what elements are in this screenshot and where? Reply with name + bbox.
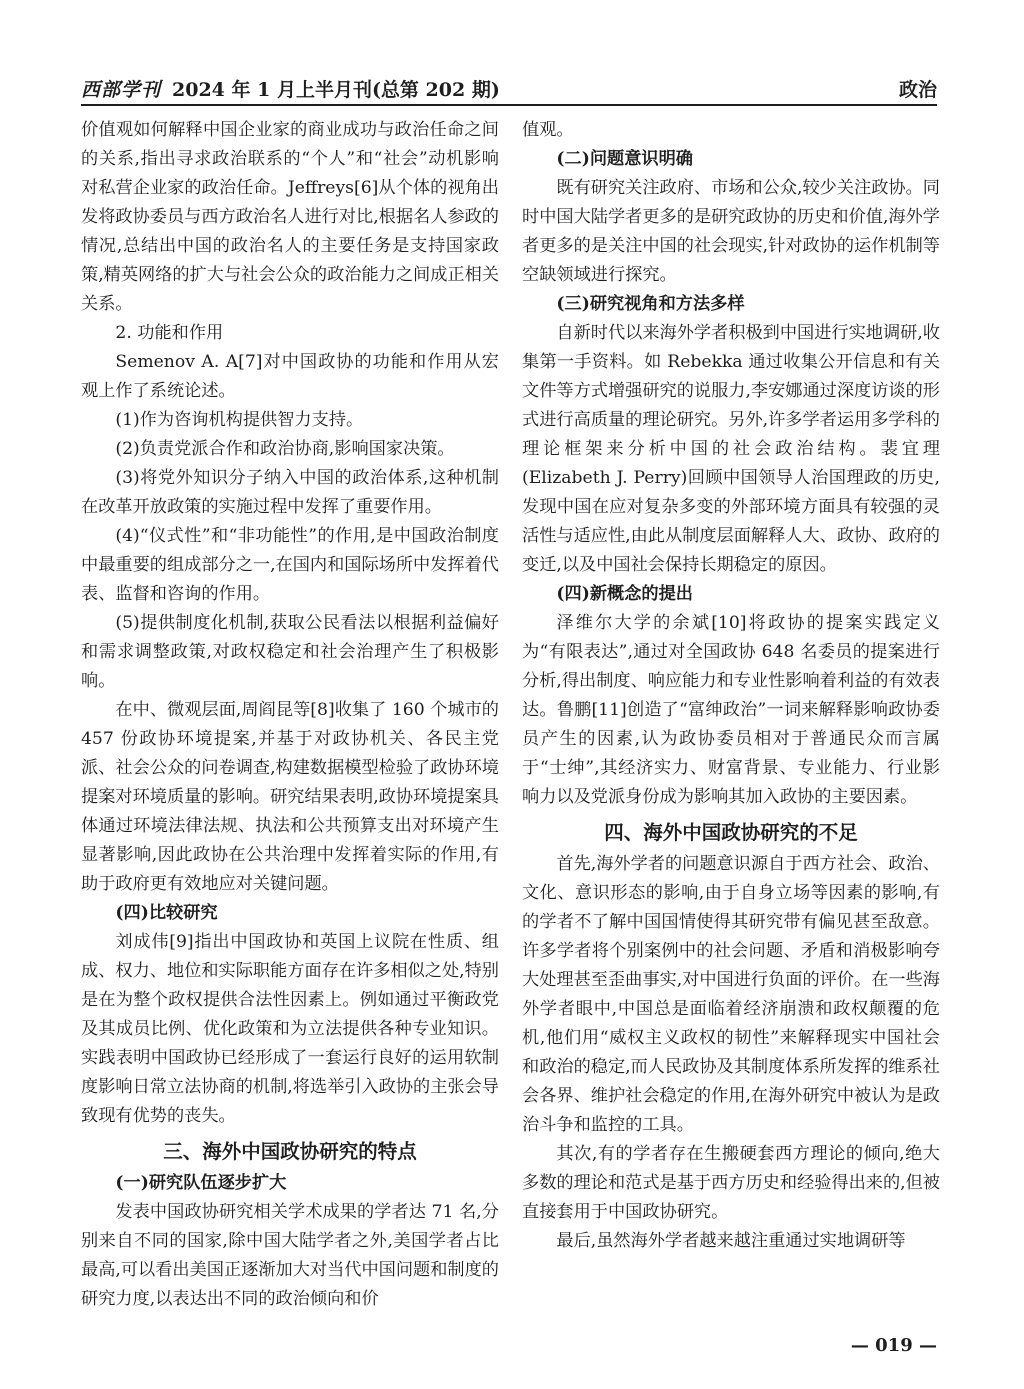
left-paragraph: (4)“仪式性”和“非功能性”的作用,是中国政治制度中最重要的组成部分之一,在国内和国际场所中发挥着代表、监督和咨询的作用。 (81, 526, 499, 604)
right-paragraph: 最后,虽然海外学者越来越注重通过实地调研等 (556, 1231, 906, 1251)
page-number: — 019 — (850, 1335, 937, 1356)
right-section-heading: 四、海外中国政协研究的不足 (604, 821, 858, 844)
left-paragraph: 在中、微观层面,周阎昆等[8]收集了 160 个城市的 457 份政协环境提案,并基于对政协机关、各民主党派、社会公众的问卷调查,构建数据模型检验了政协环境提案对环境质量的影响。研究结果表明,政协环境提案具体通过环境法律法规、执法和公共预算支出对环境产生显著影响,因此政协在公共治理中发挥着实际的作用,有助于政府更有效地应对关键问题。 (81, 700, 499, 894)
right-paragraph: 其次,有的学者存在生搬硬套西方理论的倾向,绝大多数的理论和范式是基于西方历史和经验得出来的,但被直接套用于中国政协研究。 (522, 1144, 940, 1222)
right-subheading: (三)研究视角和方法多样 (556, 294, 745, 314)
left-paragraph: 发表中国政协研究相关学术成果的学者达 71 名,分别来自不同的国家,除中国大陆学者之外,美国学者占比最高,可以看出美国正逐渐加大对当代中国问题和制度的研究力度,以表达出不同的政治倾向和价 (81, 1202, 499, 1309)
left-section-heading: 三、海外中国政协研究的特点 (163, 1140, 417, 1163)
right-paragraph: 首先,海外学者的问题意识源自于西方社会、政治、文化、意识形态的影响,由于自身立场等因素的影响,有的学者不了解中国国情使得其研究带有偏见甚至敌意。许多学者将个别案例中的社会问题、矛盾和消极影响夸大处理甚至歪曲事实,对中国进行负面的评价。在一些海外学者眼中,中国总是面临着经济崩溃和政权颠覆的危机,他们用“威权主义政权的韧性”来解释现实中国社会和政治的稳定,而人民政协及其制度体系所发挥的维系社会各界、维护社会稳定的作用,在海外研究中被认为是政治斗争和监控的工具。 (522, 854, 940, 1135)
left-subheading: (四)比较研究 (115, 903, 218, 923)
page-header (81, 68, 937, 108)
journal-logo: 西部学刊 (81, 79, 162, 101)
left-subheading: (一)研究队伍逐步扩大 (115, 1173, 287, 1193)
right-paragraph: 自新时代以来海外学者积极到中国进行实地调研,收集第一手资料。如 Rebekka 通过收集公开信息和有关文件等方式增强研究的说服力,李安娜通过深度访谈的形式进行高质量的理论研究。另外,许多学者运用多学科的理论框架来分析中国的社会政治结构。裴宜理(Elizabeth J. Perry)回顾中国领导人治国理政的历史,发现中国在应对复杂多变的外部环境方面具有较强的灵活性与适应性,由此从制度层面解释人大、政协、政府的变迁,以及中国社会保持长期稳定的原因。 (522, 323, 940, 575)
left-paragraph: (2)负责党派合作和政治协商,影响国家决策。 (115, 439, 455, 459)
right-column (522, 116, 940, 1256)
right-subheading: (二)问题意识明确 (556, 149, 693, 169)
header-rule (81, 104, 937, 106)
left-paragraph: (5)提供制度化机制,获取公民看法以根据利益偏好和需求调整政策,对政权稳定和社会治理产生了积极影响。 (81, 613, 499, 691)
left-paragraph: Semenov A. A[7]对中国政协的功能和作用从宏观上作了系统论述。 (81, 352, 499, 401)
issue-info: 2024 年 1 月上半月刊(总第 202 期) (172, 79, 500, 101)
section-name: 政治 (898, 79, 937, 101)
right-paragraph: 既有研究关注政府、市场和公众,较少关注政协。同时中国大陆学者更多的是研究政协的历史和价值,海外学者更多的是关注中国的社会现实,针对政协的运作机制等空缺领域进行探究。 (522, 178, 940, 285)
right-subheading: (四)新概念的提出 (556, 584, 693, 604)
left-column (81, 116, 499, 1314)
left-paragraph: (3)将党外知识分子纳入中国的政治体系,这种机制在改革开放政策的实施过程中发挥了重要作用。 (81, 468, 499, 517)
left-paragraph: (1)作为咨询机构提供智力支持。 (115, 410, 364, 430)
left-paragraph: 刘成伟[9]指出中国政协和英国上议院在性质、组成、权力、地位和实际职能方面存在许多相似之处,特别是在为整个政权提供合法性因素上。例如通过平衡政党及其成员比例、优化政策和为立法提供各种专业知识。实践表明中国政协已经形成了一套运行良好的运用软制度影响日常立法协商的机制,将选举引入政协的主张会导致现有优势的丧失。 (81, 932, 499, 1126)
right-paragraph: 值观。 (522, 120, 574, 140)
right-paragraph: 泽维尔大学的余斌[10]将政协的提案实践定义为“有限表达”,通过对全国政协 648 名委员的提案进行分析,得出制度、响应能力和专业性影响着利益的有效表达。鲁鹏[11]创造了“富绅政治”一词来解释影响政协委员产生的因素,认为政协委员相对于普通民众而言属于“士绅”,其经济实力、财富背景、专业能力、行业影响力以及党派身份成为影响其加入政协的主要因素。 (522, 613, 940, 807)
left-minor-heading: 2. 功能和作用 (115, 323, 224, 343)
left-paragraph: 价值观如何解释中国企业家的商业成功与政治任命之间的关系,指出寻求政治联系的“个人”和“社会”动机影响对私营企业家的政治任命。Jeffreys[6]从个体的视角出发将政协委员与西方政治名人进行对比,根据名人参政的情况,总结出中国的政治名人的主要任务是支持国家政策,精英网络的扩大与社会公众的政治能力之间成正相关关系。 (81, 120, 499, 314)
